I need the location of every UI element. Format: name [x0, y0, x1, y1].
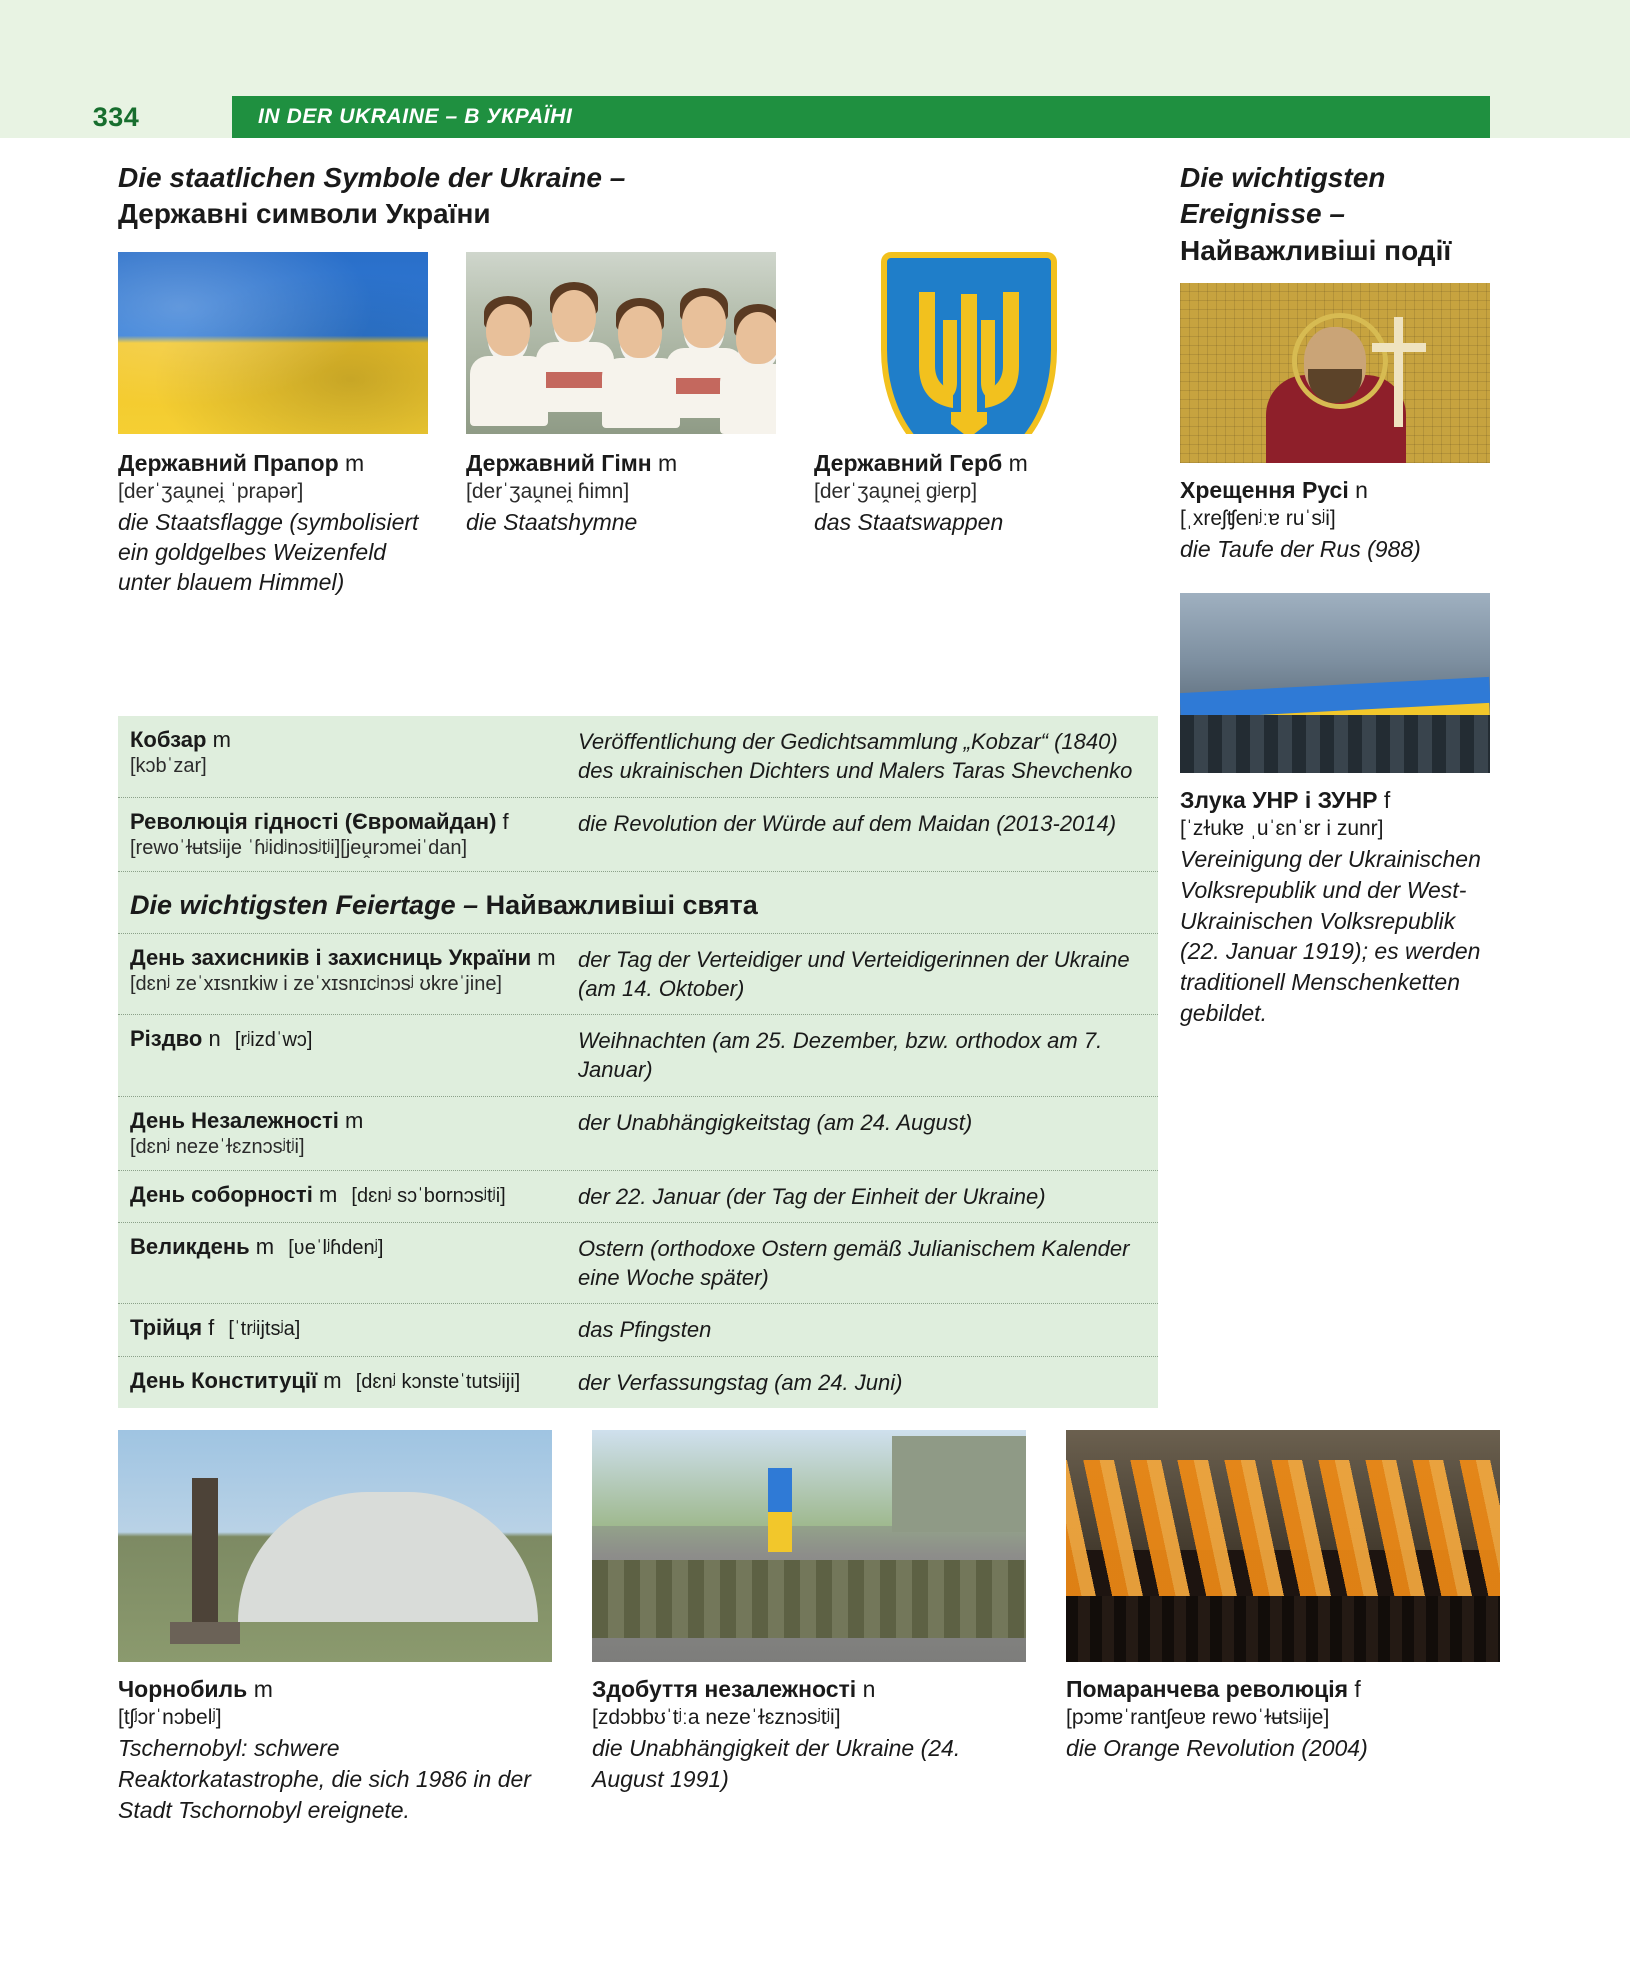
section-title	[118, 160, 758, 232]
table-cell-translation: Weihnachten (am 25. Dezember, bzw. orthodox am 7. Januar)	[578, 1028, 1103, 1083]
section-title-de: Die staatlichen Symbole der Ukraine –	[118, 162, 626, 193]
page-number: 334	[92, 101, 140, 132]
bottom-term	[592, 1676, 1026, 1703]
term-ipa: [ˈtrʲijtsʲa]	[228, 1318, 301, 1341]
symbol-term-text: Державний Герб	[814, 449, 1003, 476]
event-term-text: Хрещення Русі	[1180, 477, 1349, 504]
symbol-ipa: [derˈʒaṷnei̯ ɡʲerp]	[814, 479, 978, 503]
table-cell-term	[118, 1108, 578, 1159]
bottom-ipa: [zdɔbbʊˈtʲːa nezeˈɫɛznɔsʲtʲi]	[592, 1706, 841, 1729]
table-cell-term	[118, 1315, 578, 1344]
term-gender: m	[212, 727, 231, 752]
table-cell-translation: das Pfingsten	[578, 1317, 712, 1343]
term	[130, 1108, 578, 1134]
term-ipa: [kɔbˈzar]	[130, 755, 207, 777]
symbol-term	[466, 450, 776, 477]
bottom-term-text: Чорнобиль	[118, 1676, 248, 1702]
table-row	[118, 1097, 1158, 1171]
term-text: Великдень	[130, 1233, 250, 1259]
term	[130, 945, 578, 971]
bottom-translation: die Unabhängigkeit der Ukraine (24. August 1991)	[592, 1735, 961, 1792]
glossary-table	[118, 716, 1158, 1408]
term	[130, 1315, 578, 1341]
bottom-translation: Tschernobyl: schwere Reaktorkatastrophe, die sich 1986 in der Stadt Tschornobyl ereignete.	[118, 1735, 531, 1823]
term-text: Революція гідності (Євромайдан)	[130, 808, 497, 834]
chernobyl-sarcophagus-photo	[118, 1430, 552, 1662]
page-content	[0, 138, 1630, 1961]
page-header	[0, 96, 1490, 138]
symbol-term-text: Державний Гімн	[466, 449, 652, 476]
table-cell-term	[118, 1368, 578, 1397]
section-title-uk: Державні символи України	[118, 197, 491, 229]
term-ipa: [dɛnʲ kɔnsteˈtutsʲiji]	[355, 1370, 521, 1393]
term-gender: f	[502, 808, 509, 834]
term	[130, 727, 578, 753]
baptism-of-rus-mosaic	[1180, 283, 1490, 463]
table-cell-term	[118, 1182, 578, 1211]
term-gender: n	[208, 1026, 221, 1051]
table-cell-translation: der 22. Januar (der Tag der Einheit der Ukraine)	[578, 1183, 1046, 1209]
header-title: IN DER UKRAINE – В УКРАЇНІ	[258, 105, 573, 128]
term-gender: m	[537, 944, 556, 970]
term-text: Трійця	[130, 1315, 203, 1341]
symbols-row	[118, 252, 1158, 598]
table-cell-translation: die Revolution der Würde auf dem Maidan (2013-2014)	[578, 810, 1117, 836]
table-row	[118, 934, 1158, 1016]
event-gender: f	[1383, 786, 1391, 813]
event-ipa: [ˈzɫukɐ ˌuˈɛnˈɛr i zunr]	[1180, 816, 1384, 840]
table-cell-translation: der Tag der Verteidiger und Verteidigerinnen der Ukraine (am 14. Oktober)	[578, 946, 1130, 1001]
table-row	[118, 1304, 1158, 1356]
bottom-gender: m	[253, 1676, 273, 1702]
table-row	[118, 1223, 1158, 1305]
table-row	[118, 1015, 1158, 1097]
table-cell-translation: der Unabhängigkeitstag (am 24. August)	[578, 1109, 973, 1135]
bottom-translation: die Orange Revolution (2004)	[1066, 1735, 1368, 1761]
term-ipa: [dɛnʲ sɔˈbornɔsʲtʲi]	[351, 1184, 506, 1207]
table-row	[118, 798, 1158, 872]
symbol-term-text: Державний Прапор	[118, 449, 339, 476]
coat-of-arms-tryzub	[814, 252, 1124, 434]
term-gender: m	[255, 1233, 275, 1259]
term-gender: f	[208, 1315, 215, 1341]
bottom-term	[1066, 1676, 1500, 1703]
bottom-gender: n	[862, 1676, 876, 1702]
symbol-anthem	[466, 252, 776, 598]
table-cell-translation: der Verfassungstag (am 24. Juni)	[578, 1369, 903, 1395]
bottom-card	[592, 1430, 1026, 1825]
orange-revolution-photo	[1066, 1430, 1500, 1662]
shield-icon	[881, 252, 1057, 434]
choir-singing-photo	[466, 252, 776, 434]
symbol-translation: die Staatshymne	[466, 508, 638, 535]
holidays-subtitle-de: Die wichtigsten Feiertage –	[130, 889, 486, 920]
event-term	[1180, 787, 1500, 814]
bottom-ipa: [pɔmɐˈrantʃeʋɐ rewoˈɫʉtsʲije]	[1066, 1706, 1330, 1729]
symbol-term	[118, 450, 428, 477]
symbol-gender: m	[658, 449, 678, 476]
independence-parade-photo	[592, 1430, 1026, 1662]
table-row	[118, 1357, 1158, 1408]
term	[130, 1368, 578, 1394]
holidays-subtitle	[118, 872, 1158, 934]
bottom-events-row	[118, 1430, 1518, 1825]
symbol-gender: m	[1008, 449, 1028, 476]
event-term	[1180, 477, 1500, 504]
table-row	[118, 716, 1158, 798]
header-bar	[232, 96, 1490, 138]
bottom-card	[1066, 1430, 1500, 1825]
symbol-term	[814, 450, 1124, 477]
term-gender: m	[345, 1107, 364, 1133]
term-ipa: [rewoˈɫʉtsʲije ˈɦʲidʲnɔsʲtʲi][jeṷrɔmeiˈdan]	[130, 836, 468, 859]
table-cell-term	[118, 727, 578, 786]
symbol-coat-of-arms	[814, 252, 1124, 598]
bottom-gender: f	[1354, 1676, 1361, 1702]
symbol-translation: die Staatsflagge (symbolisiert ein goldgelbes Weizenfeld unter blauem Himmel)	[118, 508, 419, 596]
key-events-title	[1180, 160, 1500, 269]
symbol-ipa: [derˈʒaṷnei̯ ɦimn]	[466, 479, 630, 503]
symbol-translation: das Staatswappen	[814, 508, 1004, 535]
table-cell-term	[118, 945, 578, 1004]
term-ipa: [ʋeˈlʲɦdenʲ]	[288, 1236, 384, 1259]
table-cell-translation: Ostern (orthodoxe Ostern gemäß Julianischem Kalender eine Woche später)	[578, 1235, 1130, 1290]
event-ipa: [ˌxreʃʧenʲːɐ ruˈsʲi]	[1180, 507, 1336, 531]
term-gender: m	[318, 1181, 338, 1207]
term-text: Різдво	[130, 1026, 203, 1051]
term-text: Кобзар	[130, 727, 207, 752]
bottom-ipa: [tʃʲɔrˈnɔbelʲ]	[118, 1706, 222, 1729]
term-ipa: [dɛnʲ zeˈxɪsnɪkiw i zeˈxɪsnɪсʲnɔsʲ ʊkreˈjine]	[130, 972, 502, 995]
ukrainian-flag-photo	[118, 252, 428, 434]
term-gender: m	[323, 1367, 342, 1393]
holidays-subtitle-uk: Найважливіші свята	[485, 889, 758, 920]
event-term-text: Злука УНР і ЗУНР	[1180, 786, 1378, 813]
event-gender: n	[1355, 477, 1368, 504]
term	[130, 809, 578, 835]
symbol-gender: m	[345, 449, 365, 476]
bottom-term-text: Здобуття незалежності	[592, 1676, 857, 1702]
term	[130, 1026, 578, 1052]
term-ipa: [dɛnʲ nezeˈɫɛznɔsʲtʲi]	[130, 1135, 305, 1158]
term	[130, 1182, 578, 1208]
trident-icon	[909, 284, 1029, 434]
table-cell-term	[118, 1234, 578, 1293]
term	[130, 1234, 578, 1260]
bottom-term	[118, 1676, 552, 1703]
state-symbols-section	[118, 160, 1158, 598]
term-ipa: [rʲizdˈwɔ]	[234, 1029, 313, 1051]
event-translation: die Taufe der Rus (988)	[1180, 536, 1421, 563]
maidan-flag-chain-photo	[1180, 593, 1490, 773]
symbol-flag	[118, 252, 428, 598]
term-text: День соборності	[130, 1181, 313, 1207]
table-cell-term	[118, 1026, 578, 1085]
table-cell-translation: Veröffentlichung der Gedichtsammlung „Kobzar“ (1840) des ukrainischen Dichters und Malers Taras Shevchenko	[578, 729, 1133, 784]
event-translation: Vereinigung der Ukrainischen Volksrepublik und der West-Ukrainischen Volksrepublik (22. Januar 1919); es werden traditionell Menschenketten gebildet.	[1180, 845, 1481, 1027]
key-events-section	[1180, 160, 1500, 1029]
symbol-ipa: [derˈʒaṷnei̯ ˈprapər]	[118, 479, 304, 503]
table-cell-term	[118, 809, 578, 860]
key-events-title-uk: Найважливіші події	[1180, 234, 1452, 266]
term-text: День Незалежності	[130, 1107, 339, 1133]
term-text: День Конституції	[130, 1367, 318, 1393]
key-events-title-de: Die wichtigsten Ereignisse –	[1180, 162, 1386, 230]
term-text: День захисників і захисниць України	[130, 944, 532, 970]
bottom-term-text: Помаранчева революція	[1066, 1676, 1349, 1702]
table-row	[118, 1171, 1158, 1223]
bottom-card	[118, 1430, 552, 1825]
